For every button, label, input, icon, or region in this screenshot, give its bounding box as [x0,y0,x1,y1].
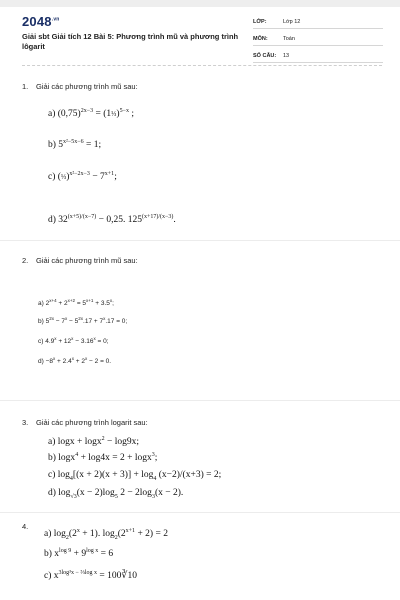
q4-a: a) $\log_2(2^x + 1)$. $\log_2(2^{x+1} + 2) = 2$ [44,528,168,542]
meta-info [253,16,383,67]
meta-subject-row: MÔN: Toán [253,33,383,46]
site-logo[interactable]: $2048^{.vn}$ [22,14,60,29]
section-separator [0,240,400,241]
q3-a: a) logx + logx$^2$ − log9x; [48,436,140,448]
meta-count-row: SỐ CÂU: 13 [253,50,383,63]
question-1: 1. Giải các phương trình mũ sau: [22,82,138,91]
q3-d: d) $\log_{√3}(x - 2)\log_5$ $2 - 2\log_3(x - 2)$. [48,488,184,500]
q4-b: b) $x^{log 9} + 9^{log x} = 6$ [44,548,114,560]
q3-c: c) $\log_4[(x + 2)(x + 3)] + \log_4 (x-2)/(x+3) = 2$; [48,470,222,482]
q2-d: $d) -8^x + 2.4^x + 2^x - 2 = 0$. [38,356,112,366]
question-3: 3. Giải các phương trình logarit sau: [22,418,148,427]
question-4: 4. [22,522,29,531]
q1-a: a) $(0,75)^{2x-3}$ = (1⅓)$^{5-x}$ ; [48,108,134,120]
q2-a: a) $2^{x+4} + 2^{x+2} = 5^{x+1} + 3.5^x$; [38,298,114,308]
question-2: 2. Giải các phương trình mũ sau: [22,256,138,265]
q4-c: c) $x^{3log^3x - \frac{2}{3}log x}$ = 100∛10 [44,570,137,582]
meta-class-row: LỚP: Lớp 12 [253,16,383,29]
q2-b: b) $5^{2x} - 7^x - 5^{2x}.17 + 7^x.17 = 0$; [38,316,128,326]
q1-b: b) $5^{x^2-5x-6} = 1$; [48,139,102,151]
q1-d: d) $32^{(x+5)/(x-7)} - 0,25$. $125^{(x+17)/(x-3)}$. [48,214,176,226]
q3-b: b) logx$^4$ + log4x = 2 + logx$^3$; [48,452,158,464]
q2-c: c) $4.9^x + 12^x - 3.16^x = 0$; [38,336,109,346]
section-separator [0,512,400,513]
q1-c: c) (⅓)$^{x^2-2x-3}$ − $7^{x+1}$; [48,171,117,183]
section-separator [0,400,400,401]
header-divider [22,65,382,66]
page-title: Giải sbt Giải tích 12 Bài 5: Phương trình mũ và phương trình lôgarit [22,32,239,51]
top-bar [0,0,400,7]
